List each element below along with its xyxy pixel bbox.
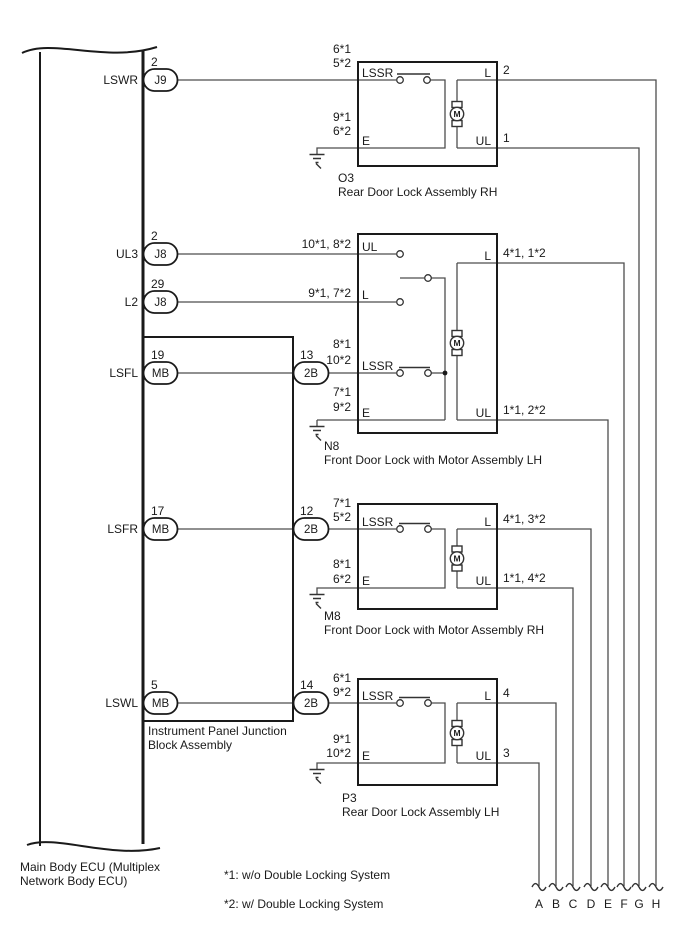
- terminal-label-e: E: [362, 749, 371, 763]
- motor-letter: M: [453, 553, 461, 564]
- motor-letter: M: [453, 728, 461, 738]
- component-code: P3: [342, 791, 357, 805]
- component-name: Front Door Lock with Motor Assembly LH: [324, 453, 543, 467]
- bus-letter-f: F: [620, 897, 628, 911]
- junction-block-label-line1: Instrument Panel Junction: [148, 724, 287, 738]
- terminal-label-l: L: [484, 66, 491, 80]
- motor-letter: M: [453, 338, 461, 348]
- component-code: N8: [324, 439, 340, 453]
- signal-label-ul3: UL3: [115, 247, 138, 261]
- wire-pin-label: 5*2: [332, 56, 351, 70]
- pin-number: 2: [151, 229, 158, 243]
- terminal-label-ul: UL: [475, 134, 491, 148]
- connector-code: 2B: [303, 524, 319, 536]
- junction-dot: [443, 371, 448, 376]
- connector-code: J8: [154, 249, 167, 261]
- ground-symbol: [310, 155, 325, 169]
- connector-code: 2B: [303, 698, 319, 710]
- wire-pin-label: 2: [503, 63, 510, 77]
- switch-contact: [425, 526, 432, 533]
- wire-pin-label: 5*2: [332, 510, 351, 524]
- terminal-label-l: L: [484, 249, 491, 263]
- wire-pin-label: 1*1, 4*2: [503, 571, 546, 585]
- terminal-label-lssr: LSSR: [362, 66, 394, 80]
- connector-code: J9: [154, 75, 167, 87]
- bus-break-marks: [532, 884, 663, 891]
- ground-symbol: [310, 770, 325, 784]
- bus-letter-a: A: [534, 897, 544, 911]
- terminal-label-e: E: [362, 574, 371, 588]
- switch-contact: [397, 370, 404, 377]
- motor-symbol: [450, 331, 463, 356]
- motor-letter: M: [453, 109, 461, 119]
- wire-pin-label: 6*1: [332, 42, 351, 56]
- switch-contact-l: [397, 299, 404, 306]
- switch-contact: [425, 370, 432, 377]
- signal-label-lswl: LSWL: [105, 696, 138, 710]
- component-name: Front Door Lock with Motor Assembly RH: [324, 623, 545, 637]
- bus-letter-b: B: [551, 897, 561, 911]
- rear-door-lock-lh-labels: [326, 671, 510, 819]
- signal-label-l2: L2: [124, 295, 138, 309]
- terminal-label-ul: UL: [475, 406, 491, 420]
- terminal-label-ul: UL: [475, 749, 491, 763]
- wire-pin-label: 8*1: [332, 337, 351, 351]
- switch-contact-arm: [425, 275, 432, 282]
- pin-number: 5: [151, 678, 158, 692]
- motor-symbol: [450, 102, 463, 127]
- terminal-label-ul: UL: [475, 574, 491, 588]
- wire-pin-label: 9*1: [332, 110, 351, 124]
- wire-pin-label: 7*1: [332, 385, 351, 399]
- terminal-label-lssr: LSSR: [362, 689, 394, 703]
- wire-pin-label: 4*1, 1*2: [503, 246, 546, 260]
- motor-symbol: [450, 721, 463, 746]
- signal-label-lsfl: LSFL: [109, 366, 138, 380]
- component-code: O3: [338, 171, 355, 185]
- switch-contact: [424, 77, 431, 84]
- bus-letter-e: E: [603, 897, 613, 911]
- switch-contact: [397, 77, 404, 84]
- wire-pin-label: 9*2: [332, 685, 351, 699]
- wire-pin-label: 1: [503, 131, 510, 145]
- labels: [20, 42, 660, 911]
- wire-pin-label: 1*1, 2*2: [503, 403, 546, 417]
- wire-pin-label: 7*1: [332, 496, 351, 510]
- bus-letter-c: C: [568, 897, 578, 911]
- wire-pin-label: 3: [503, 746, 510, 760]
- connector-code: J8: [154, 297, 167, 309]
- wire-pin-label: 8*1: [332, 557, 351, 571]
- junction-block-label-line2: Block Assembly: [148, 738, 233, 752]
- ground-symbol: [310, 427, 325, 441]
- footnote-1: *1: w/o Double Locking System: [224, 868, 391, 882]
- wire-pin-label: 9*1: [332, 732, 351, 746]
- bus-letter-d: D: [586, 897, 596, 911]
- ecu-label-line2: Network Body ECU): [20, 874, 128, 888]
- bus-letter-h: H: [651, 897, 661, 911]
- wire-arm-to-common: [431, 278, 445, 420]
- ecu-top-break-line: [22, 47, 157, 53]
- front-door-lock-lh-wires: [177, 254, 624, 886]
- wire-l-to-bus-b: [457, 703, 556, 886]
- wire-pin-label: 10*2: [326, 353, 351, 367]
- terminal-label-l: L: [484, 515, 491, 529]
- wire-pin-label: 6*2: [332, 124, 351, 138]
- terminal-label-e: E: [362, 406, 371, 420]
- ground-symbol: [310, 595, 325, 609]
- pin-number: 2: [151, 55, 158, 69]
- wire-pin-label: 9*2: [332, 400, 351, 414]
- pin-number: 19: [151, 348, 165, 362]
- terminal-label-ul: UL: [362, 240, 378, 254]
- wire-pin-label: 4: [503, 686, 510, 700]
- connector-code: MB: [151, 368, 170, 380]
- pin-number: 29: [151, 277, 165, 291]
- bus-letter-g: G: [634, 897, 644, 911]
- wire-pin-label: 10*2: [326, 746, 351, 760]
- switch-contact-ul: [397, 251, 404, 258]
- component-name: Rear Door Lock Assembly LH: [342, 805, 500, 819]
- signal-label-lswr: LSWR: [103, 73, 138, 87]
- switch-contact: [397, 526, 404, 533]
- wire-pin-label: 6*2: [332, 572, 351, 586]
- front-door-lock-lh-box: [358, 234, 497, 433]
- connector-code: MB: [151, 524, 170, 536]
- ecu-label-line1: Main Body ECU (Multiplex: [20, 860, 161, 874]
- wire-pin-label: 6*1: [332, 671, 351, 685]
- component-name: Rear Door Lock Assembly RH: [338, 185, 498, 199]
- terminal-label-l: L: [484, 689, 491, 703]
- motor-symbol: [450, 546, 463, 571]
- switch-contact: [425, 700, 432, 707]
- switch-contact: [397, 700, 404, 707]
- terminal-label-lssr: LSSR: [362, 515, 394, 529]
- pin-number: 17: [151, 504, 165, 518]
- connector-code: 2B: [303, 368, 319, 380]
- ecu-bottom-break-line: [27, 842, 160, 851]
- connector-code: MB: [151, 698, 170, 710]
- footnote-2: *2: w/ Double Locking System: [224, 897, 384, 911]
- pin-number: 14: [300, 678, 314, 692]
- wire-pin-label: 10*1, 8*2: [301, 237, 351, 251]
- terminal-label-l: L: [362, 288, 369, 302]
- wire-e: [317, 420, 445, 426]
- component-code: M8: [324, 609, 341, 623]
- terminal-label-lssr: LSSR: [362, 359, 394, 373]
- terminal-label-e: E: [362, 134, 371, 148]
- pin-number: 12: [300, 504, 314, 518]
- rear-door-lock-rh-labels: [333, 42, 510, 199]
- wire-pin-label: 4*1, 3*2: [503, 512, 546, 526]
- pin-number: 13: [300, 348, 314, 362]
- wire-pin-label: 9*1, 7*2: [308, 286, 351, 300]
- signal-label-lsfr: LSFR: [107, 522, 138, 536]
